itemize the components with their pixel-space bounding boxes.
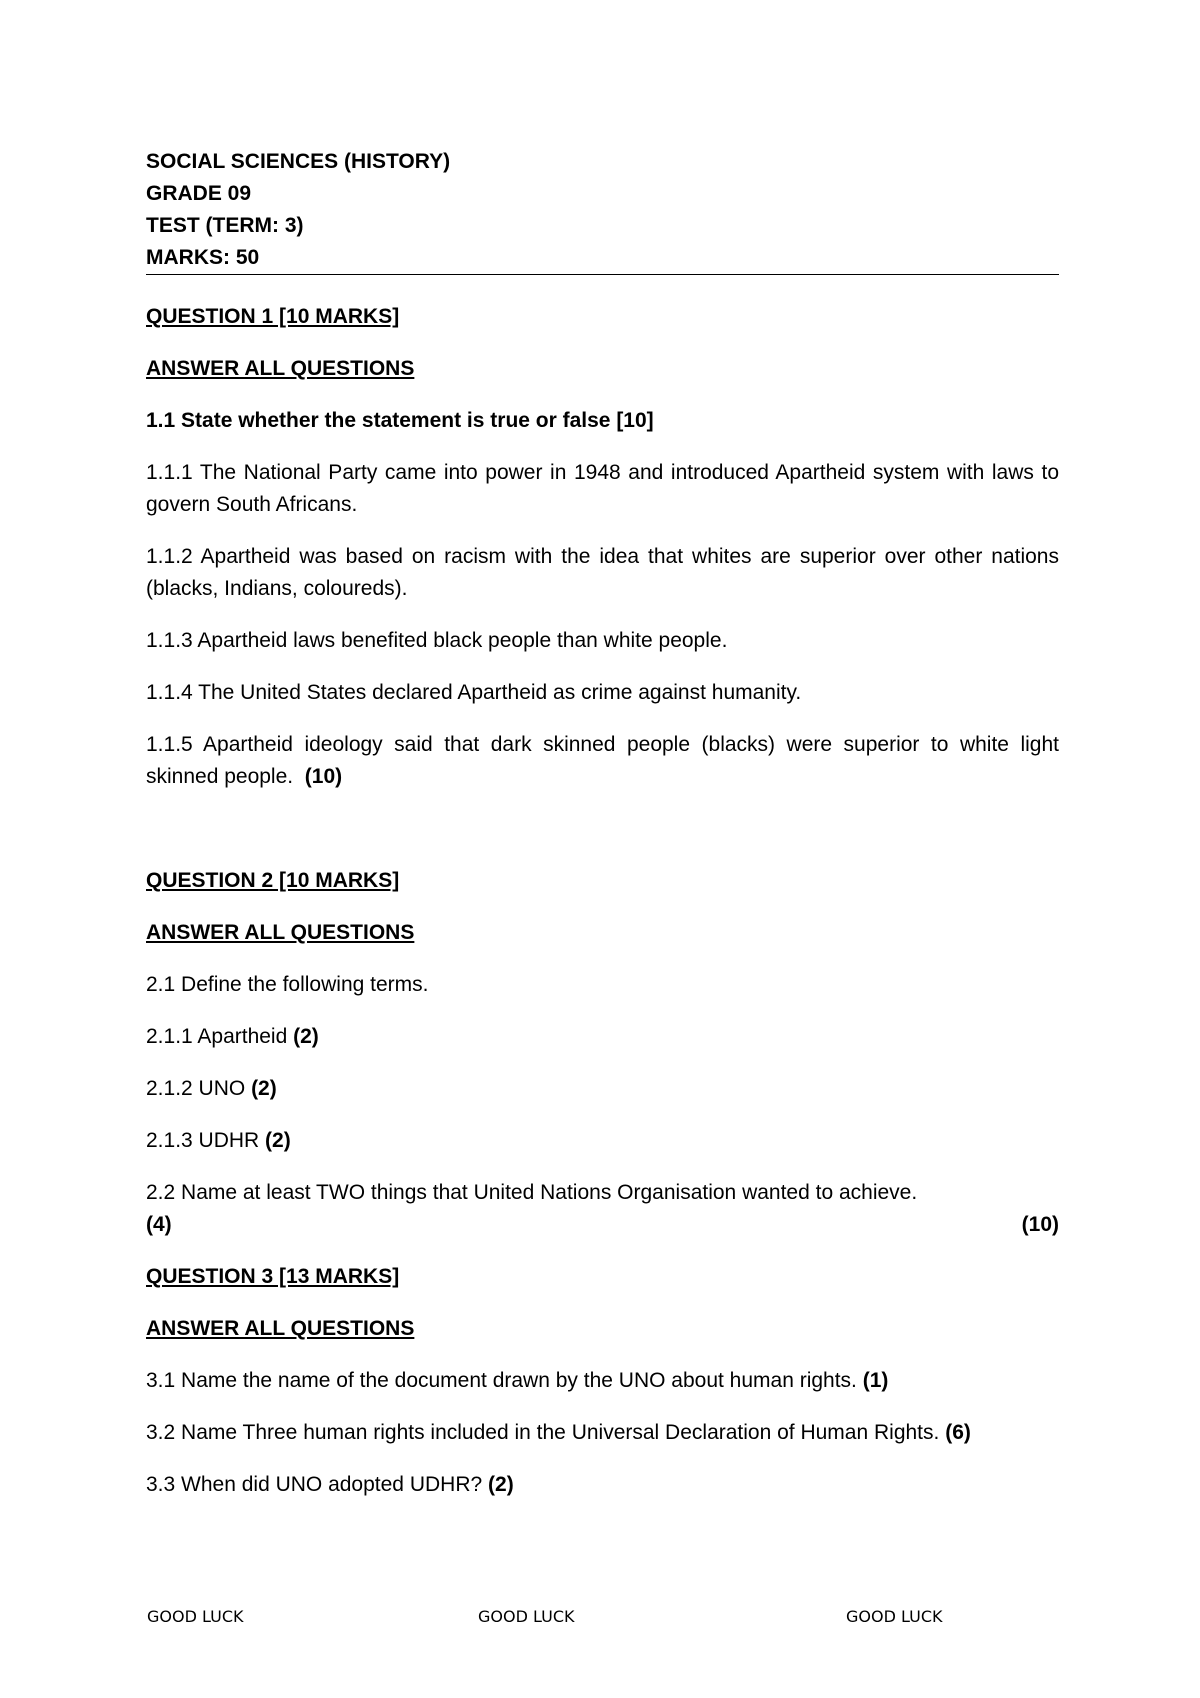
footer-left: GOOD LUCK [147,1607,244,1626]
spacer [146,813,1059,865]
item-1-1-2: 1.1.2 Apartheid was based on racism with the idea that whites are superior over other nations (blacks, Indians, coloureds). [146,545,1059,600]
item-1-1-1: 1.1.1 The National Party came into power in 1948 and introduced Apartheid system with laws to govern South Africans. [146,461,1059,516]
item-3-1 [146,1365,1059,1397]
question-3-instruction: ANSWER ALL QUESTIONS [146,1317,415,1340]
question-2-2-text: 2.2 Name at least TWO things that United Nations Organisation wanted to achieve. [146,1181,918,1204]
item-1-1-5-text: 1.1.5 Apartheid ideology said that dark skinned people (blacks) were superior to white light skinned people. [146,733,1059,788]
test-label: TEST (TERM: 3) [146,214,304,237]
question-2-2-marks-row [146,1209,1059,1241]
question-1-total: (10) [304,765,343,788]
question-2-title: QUESTION 2 [10 MARKS] [146,869,400,892]
item-3-1-text: 3.1 Name the name of the document drawn by the UNO about human rights. [146,1369,857,1392]
item-3-2-text: 3.2 Name Three human rights included in the Universal Declaration of Human Rights. [146,1421,940,1444]
header-block [146,146,1059,275]
item-3-3-mark: (2) [488,1473,514,1496]
question-2-2-mark: (4) [146,1213,172,1236]
item-1-1-3: 1.1.3 Apartheid laws benefited black people than white people. [146,629,728,652]
question-1-instruction: ANSWER ALL QUESTIONS [146,357,415,380]
term-2-1-1-text: 2.1.1 Apartheid [146,1025,288,1048]
term-2-1-2 [146,1073,1059,1105]
subject-title: SOCIAL SCIENCES (HISTORY) [146,150,451,173]
marks-label: MARKS: 50 [146,242,1059,275]
term-2-1-2-mark: (2) [251,1077,277,1100]
question-3-title: QUESTION 3 [13 MARKS] [146,1265,400,1288]
footer-right: GOOD LUCK [846,1607,943,1626]
item-1-1-5 [146,729,1059,793]
question-2-2 [146,1177,1059,1209]
question-2-instruction: ANSWER ALL QUESTIONS [146,921,415,944]
question-2-total: (10) [1021,1213,1059,1236]
term-2-1-3 [146,1125,1059,1157]
grade-label: GRADE 09 [146,182,252,205]
question-2-1-intro: 2.1 Define the following terms. [146,973,429,996]
term-2-1-3-text: 2.1.3 UDHR [146,1129,260,1152]
footer-center: GOOD LUCK [478,1607,575,1626]
item-3-3 [146,1469,1059,1501]
item-3-1-mark: (1) [862,1369,889,1392]
term-2-1-1 [146,1021,1059,1053]
question-1-1-heading: 1.1 State whether the statement is true or false [10] [146,409,654,432]
test-page [146,146,1059,1521]
item-3-3-text: 3.3 When did UNO adopted UDHR? [146,1473,483,1496]
item-1-1-4: 1.1.4 The United States declared Apartheid as crime against humanity. [146,681,802,704]
question-1-title: QUESTION 1 [10 MARKS] [146,305,400,328]
item-3-2-mark: (6) [945,1421,971,1444]
term-2-1-2-text: 2.1.2 UNO [146,1077,246,1100]
item-3-2 [146,1417,1059,1449]
term-2-1-1-mark: (2) [293,1025,319,1048]
term-2-1-3-mark: (2) [265,1129,291,1152]
